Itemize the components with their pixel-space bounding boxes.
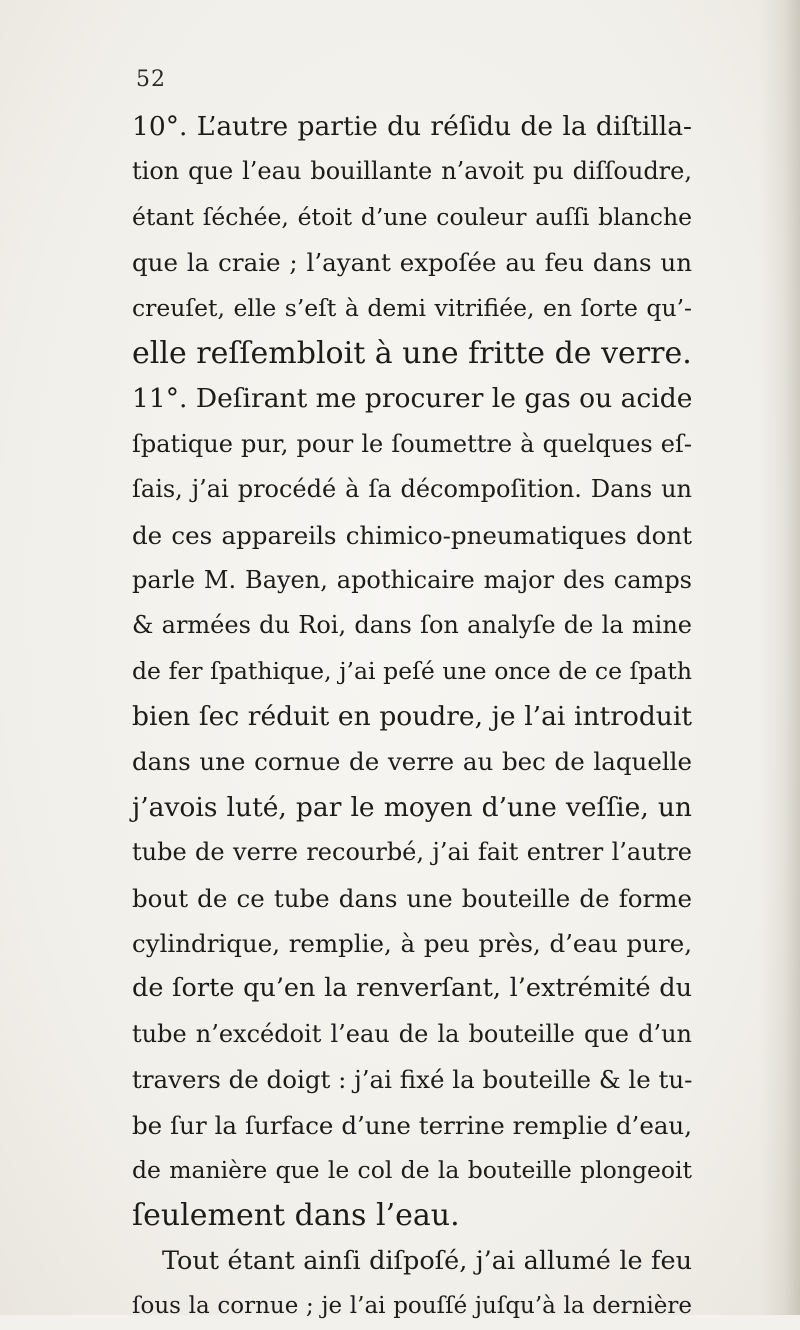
text-line: tube de verre recourbé, j’ai fait entrer l’autre bbox=[132, 838, 692, 867]
text-line: 11°. Deſirant me procurer le gas ou acide bbox=[132, 383, 693, 415]
text-line: Tout étant ainſi diſpoſé, j’ai allumé le feu bbox=[162, 1245, 692, 1276]
text-line: dans une cornue de verre au bec de laquelle bbox=[132, 747, 692, 777]
page-number: 52 bbox=[136, 67, 166, 92]
text-line: de manière que le col de la bouteille plongeoit bbox=[132, 1155, 692, 1184]
text-line: & armées du Roi, dans ſon analyſe de la mine bbox=[132, 611, 692, 640]
text-line: tube n’excédoit l’eau de la bouteille que d’un bbox=[132, 1019, 692, 1048]
page-edge-shadow bbox=[760, 0, 800, 1315]
text-line: 10°. L’autre partie du réſidu de la diſtilla- bbox=[132, 111, 692, 142]
text-line: bout de ce tube dans une bouteille de forme bbox=[132, 883, 692, 913]
text-line: parle M. Bayen, apothicaire major des camps bbox=[132, 565, 692, 594]
text-line: creuſet, elle s’eſt à demi vitrifiée, en ſorte qu’- bbox=[132, 293, 692, 322]
text-line: que la craie ; l’ayant expoſée au feu dans un bbox=[132, 248, 692, 278]
text-line: étant ſéchée, étoit d’une couleur auſſi blanche bbox=[132, 202, 692, 231]
text-line: de ces appareils chimico-pneumatiques dont bbox=[132, 520, 692, 550]
text-line: de fer ſpathique, j’ai peſé une once de ce ſpath bbox=[132, 656, 692, 685]
text-line: ſpatique pur, pour le ſoumettre à quelques eſ- bbox=[132, 429, 692, 458]
text-line: elle reſſembloit à une fritte de verre. bbox=[132, 335, 692, 371]
text-line: de ſorte qu’en la renverſant, l’extrémité du bbox=[132, 973, 692, 1004]
text-line: j’avois luté, par le moyen d’une veſſie, un bbox=[132, 791, 692, 823]
text-line: tion que l’eau bouillante n’avoit pu diſſoudre, bbox=[132, 157, 692, 186]
text-line: ſeulement dans l’eau. bbox=[132, 1198, 460, 1234]
text-line: travers de doigt : j’ai fixé la bouteille & le tu- bbox=[132, 1065, 693, 1095]
text-line: be ſur la ſurface d’une terrine remplie d’eau, bbox=[132, 1110, 692, 1140]
text-line: ſous la cornue ; je l’ai pouſſé juſqu’à la dernière bbox=[132, 1293, 692, 1320]
body-text bbox=[132, 104, 692, 1330]
text-line: bien ſec réduit en poudre, je l’ai introduit bbox=[132, 701, 692, 733]
text-line: cylindrique, remplie, à peu près, d’eau pure, bbox=[132, 929, 692, 959]
text-line: ſais, j’ai procédé à ſa décompoſition. Dans un bbox=[132, 475, 692, 504]
